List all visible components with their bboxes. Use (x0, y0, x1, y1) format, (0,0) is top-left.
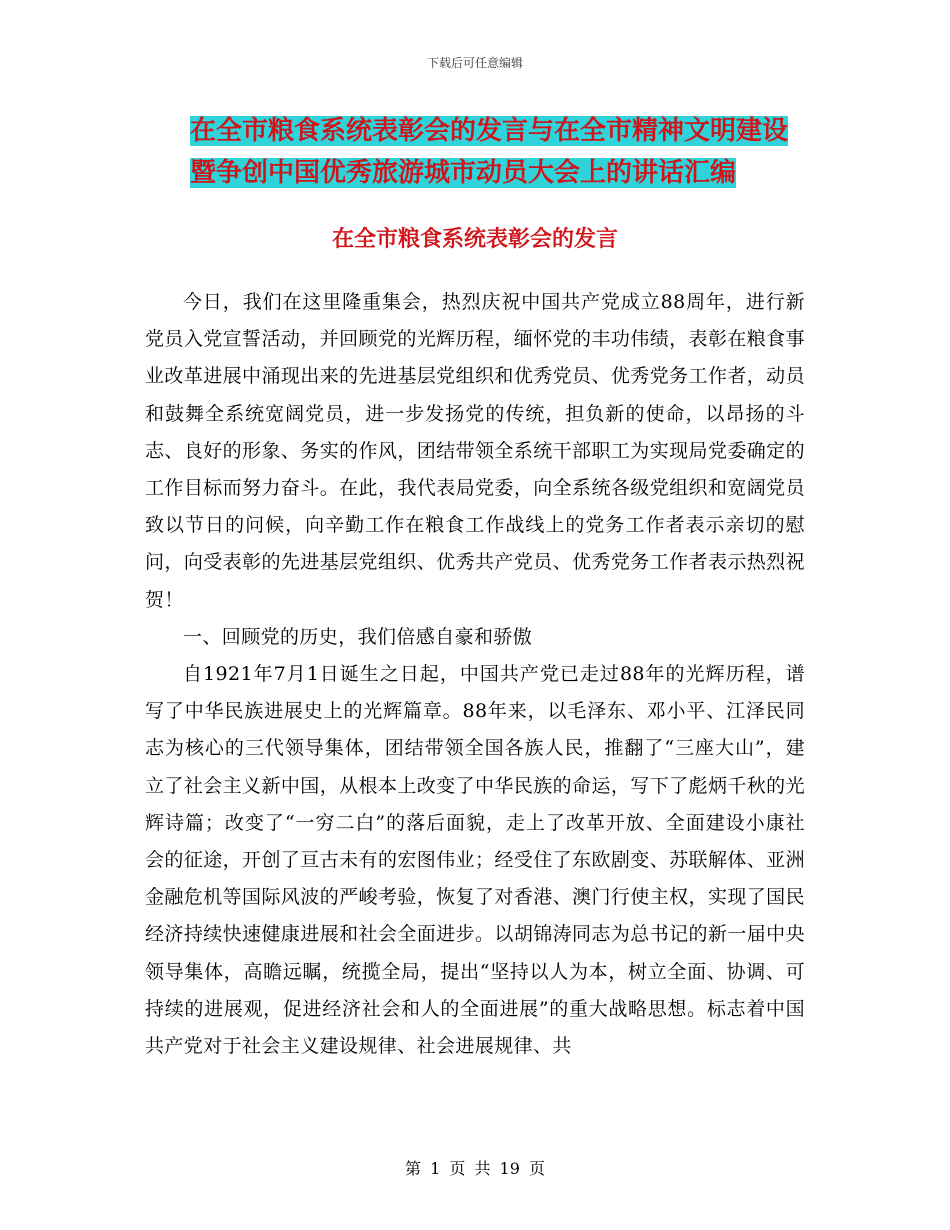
body-paragraph-1: 今日，我们在这里隆重集会，热烈庆祝中国共产党成立88周年，进行新党员入党宣誓活动，并回顾党的光辉历程，缅怀党的丰功伟绩，表彰在粮食事业改革进展中涌现出来的先进基层党组织和优秀党员、优秀党务工作者，动员和鼓舞全系统宽阔党员，进一步发扬党的传统，担负新的使命，以昂扬的斗志、良好的形象、务实的作风，团结带领全系统干部职工为实现局党委确定的工作目标而努力奋斗。在此，我代表局党委，向全系统各级党组织和宽阔党员致以节日的问候，向辛勤工作在粮食工作战线上的党务工作者表示亲切的慰问，向受表彰的先进基层党组织、优秀共产党员、优秀党务工作者表示热烈祝贺！ (145, 291, 805, 611)
section-title: 在全市粮食系统表彰会的发言 (331, 226, 618, 252)
document-title-line-1: 在全市粮食系统表彰会的发言与在全市精神文明建设 (190, 116, 789, 146)
document-body (145, 284, 805, 1065)
page-header-note: 下载后可任意编辑 (426, 56, 523, 70)
body-heading-1: 一、回顾党的历史，我们倍感自豪和骄傲 (183, 625, 533, 648)
document-title (190, 110, 820, 194)
page-footer-number: 第 1 页 共 19 页 (405, 1159, 545, 1178)
document-title-line-2: 暨争创中国优秀旅游城市动员大会上的讲话汇编 (190, 158, 737, 188)
body-paragraph-2: 自1921年7月1日诞生之日起，中国共产党已走过88年的光辉历程，谱写了中华民族进展史上的光辉篇章。88年来，以毛泽东、邓小平、江泽民同志为核心的三代领导集体，团结带领全国各族人民，推翻了“三座大山”，建立了社会主义新中国，从根本上改变了中华民族的命运，写下了彪炳千秋的光辉诗篇；改变了“一穷二白”的落后面貌，走上了改革开放、全面建设小康社会的征途，开创了亘古未有的宏图伟业；经受住了东欧剧变、苏联解体、亚洲金融危机等国际风波的严峻考验，恢复了对香港、澳门行使主权，实现了国民经济持续快速健康进展和社会全面进步。以胡锦涛同志为总书记的新一届中央领导集体，高瞻远瞩，统揽全局，提出“坚持以人为本，树立全面、协调、可持续的进展观，促进经济社会和人的全面进展”的重大战略思想。标志着中国共产党对于社会主义建设规律、社会进展规律、共 (145, 663, 805, 1058)
